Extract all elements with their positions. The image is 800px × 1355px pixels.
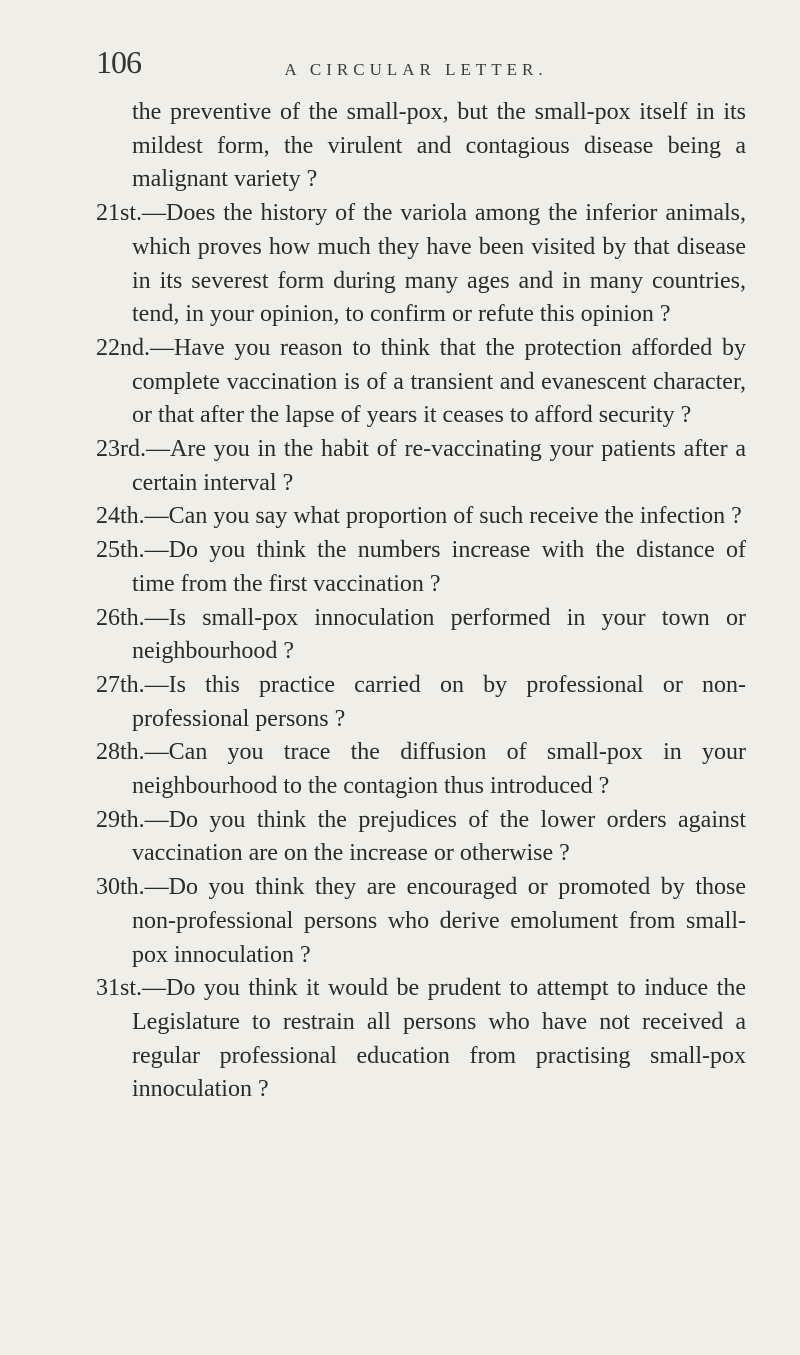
question-26: 26th.—Is small-pox innoculation performed in your town or neighbourhood ? (96, 604, 746, 665)
question-21: 21st.—Does the history of the variola among the inferior animals, which proves how much they have been visited by that disease in its severest form during many ages and in many countries, tend, in your opinion, to confirm or refute this opinion ? (96, 200, 746, 328)
question-24: 24th.—Can you say what proportion of such receive the infection ? (96, 503, 742, 530)
question-28: 28th.—Can you trace the diffusion of small-pox in your neighbourhood to the contagion thus introduced ? (96, 739, 746, 800)
question-30: 30th.—Do you think they are encouraged or promoted by those non-professional persons who derive emolument from small-pox innoculation ? (96, 874, 746, 968)
running-title: A CIRCULAR LETTER. (284, 60, 548, 79)
question-27: 27th.—Is this practice carried on by professional or non-professional persons ? (96, 671, 746, 732)
question-29: 29th.—Do you think the prejudices of the lower orders against vaccination are on the increase or otherwise ? (96, 806, 746, 867)
question-25: 25th.—Do you think the numbers increase with the distance of time from the first vaccination ? (96, 537, 746, 597)
running-head (96, 46, 736, 86)
question-22: 22nd.—Have you reason to think that the protection afforded by complete vaccination is of a transient and evanescent character, or that after the lapse of years it ceases to afford security ? (96, 334, 746, 429)
continuation-paragraph: the preventive of the small-pox, but the small-pox itself in its mildest form, the virulent and contagious disease being a malignant variety ? (132, 99, 746, 193)
page-number: 106 (96, 44, 141, 80)
body-text (96, 96, 746, 1107)
question-23: 23rd.—Are you in the habit of re-vaccinating your patients after a certain interval ? (96, 436, 746, 496)
question-31: 31st.—Do you think it would be prudent to attempt to induce the Legislature to restrain all persons who have not received a regular professional education from practising small-pox innoculation ? (96, 975, 746, 1103)
